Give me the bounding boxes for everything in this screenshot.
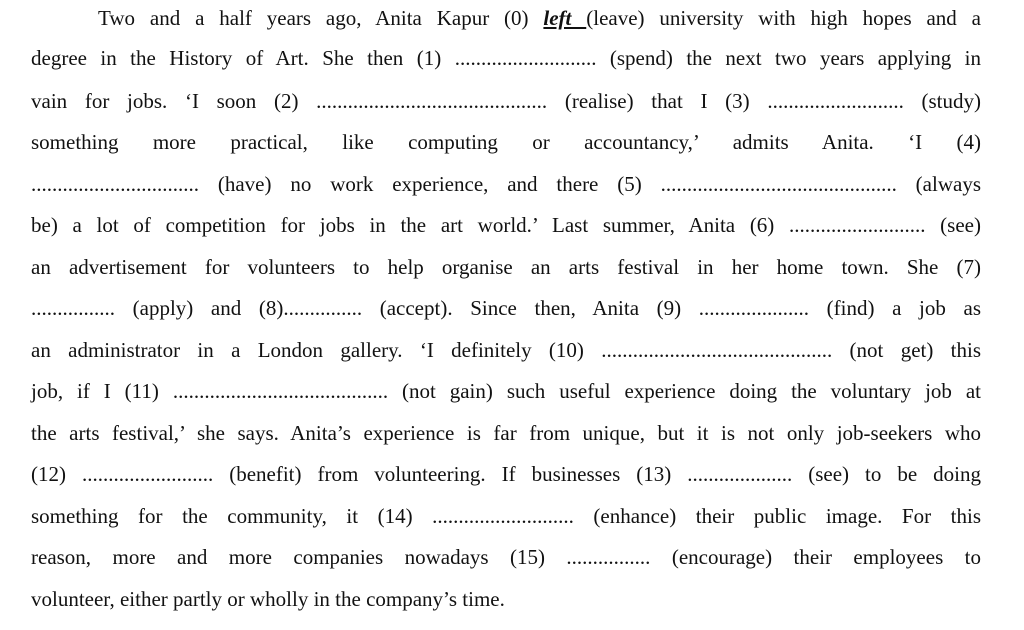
text-segment: vain for jobs. ‘I soon (2) ............................................ (realise) that I (3) .......................... (study): [31, 89, 981, 113]
text-line: [31, 335, 981, 365]
exercise-text: [31, 0, 981, 630]
text-line: [31, 542, 981, 572]
text-segment: job, if I (11) ......................................... (not gain) such useful experience doing the voluntary job at: [31, 379, 981, 403]
text-line: [31, 459, 981, 489]
text-line: [31, 210, 981, 240]
text-line: [31, 86, 981, 116]
text-line: [31, 293, 981, 323]
text-segment: (12) ......................... (benefit) from volunteering. If businesses (13) .................... (see) to be doing: [31, 462, 981, 486]
text-line: [31, 584, 981, 614]
text-segment: the arts festival,’ she says. Anita’s experience is far from unique, but it is not only job-seekers who: [31, 421, 981, 445]
text-segment: something more practical, like computing or accountancy,’ admits Anita. ‘I (4): [31, 130, 981, 154]
text-segment: Two and a half years ago, Anita Kapur (0): [98, 6, 544, 30]
text-segment: degree in the History of Art. She then (1) ........................... (spend) the next two years applying in: [31, 46, 981, 70]
text-segment: volunteer, either partly or wholly in the company’s time.: [31, 587, 505, 611]
text-segment: an administrator in a London gallery. ‘I definitely (10) ............................................ (not get) this: [31, 338, 981, 362]
text-line: [31, 418, 981, 448]
text-segment: (leave) university with high hopes and a: [586, 6, 981, 30]
text-segment: be) a lot of competition for jobs in the art world.’ Last summer, Anita (6) .......................... (see): [31, 213, 981, 237]
text-line: [31, 252, 981, 282]
text-segment: ................ (apply) and (8)............... (accept). Since then, Anita (9) ..................... (find) a job as: [31, 296, 981, 320]
text-line: [31, 169, 981, 199]
text-line: [31, 3, 981, 33]
text-line: [31, 127, 981, 157]
text-line: [31, 43, 981, 73]
text-segment: an advertisement for volunteers to help organise an arts festival in her home town. She (7): [31, 255, 981, 279]
text-line: [31, 501, 981, 531]
text-segment: reason, more and more companies nowadays (15) ................ (encourage) their employees to: [31, 545, 981, 569]
text-segment: something for the community, it (14) ........................... (enhance) their public image. For this: [31, 504, 981, 528]
example-answer: left: [543, 6, 587, 30]
text-segment: ................................ (have) no work experience, and there (5) ............................................. (always: [31, 172, 981, 196]
text-line: [31, 376, 981, 406]
